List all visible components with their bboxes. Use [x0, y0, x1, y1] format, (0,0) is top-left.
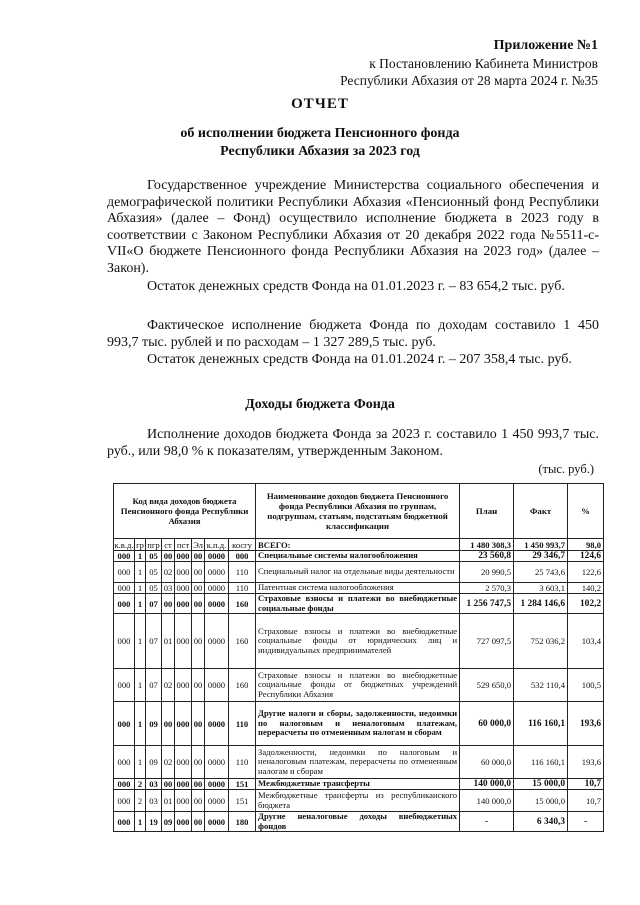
code-cell: 110	[229, 562, 256, 583]
code-cell: 1	[135, 583, 146, 594]
code-col-header: пст	[175, 539, 192, 551]
code-cell: 000	[114, 562, 135, 583]
code-cell: 09	[146, 702, 162, 746]
pct-cell: -	[568, 812, 604, 832]
fact-cell: 6 340,3	[514, 812, 568, 832]
code-cell: 0000	[205, 669, 229, 702]
code-cell: 000	[114, 702, 135, 746]
code-cell: 110	[229, 583, 256, 594]
table-row	[114, 594, 604, 614]
code-col-header: пгр	[147, 539, 160, 550]
table-row	[114, 790, 604, 812]
pct-cell: 193,6	[568, 702, 604, 746]
code-col-header: гр	[136, 539, 144, 550]
code-group-header: Код вида доходов бюджета Пенсионного фонда Республики Абхазия	[114, 484, 256, 539]
fact-cell: 25 743,6	[514, 562, 568, 583]
code-cell: 00	[192, 551, 205, 562]
code-cell: 00	[162, 779, 175, 790]
code-cell: 180	[229, 812, 256, 832]
pct-cell: 103,4	[568, 614, 604, 669]
paragraph-intro-text: Государственное учреждение Министерства социального обеспечения и демографической политики Республики Абхазия «Пенсионный фонд Республики Абхазия» (далее – Фонд) осуществило исполнение бюджета в 2023 году в соответствии с Законом Республики Абхазия от 20 декабря 2022 года №5511-с-VII«О бюджете Пенсионного фонда Республики Абхазия на 2023 год» (далее – Закон).	[107, 178, 599, 276]
code-cell: 000	[114, 812, 135, 832]
income-text	[107, 427, 599, 460]
code-cell: 1	[135, 562, 146, 583]
code-cell: 151	[229, 790, 256, 812]
income-name-cell: Задолженности, недоимки по налоговым и неналоговым платежам, перерасчеты по отмененным налогам и сборам	[256, 746, 460, 779]
income-name-cell: Страховые взносы и платежи во внебюджетные социальные фонды от бюджетных учреждений Республики Абхазия	[256, 669, 460, 702]
code-cell: 000	[114, 669, 135, 702]
table-row	[114, 583, 604, 594]
plan-cell: 1 256 747,5	[460, 594, 514, 614]
paragraph-execution-text: Фактическое исполнение бюджета Фонда по доходам составило 1 450 993,7 тыс. рублей и по расходам – 1 327 289,5 тыс. руб.	[107, 318, 599, 350]
code-cell: 01	[162, 790, 175, 812]
pct-cell: 10,7	[568, 790, 604, 812]
plan-cell: 140 000,0	[460, 779, 514, 790]
pct-cell: 122,6	[568, 562, 604, 583]
code-cell: 05	[146, 583, 162, 594]
plan-cell: 140 000,0	[460, 790, 514, 812]
code-cell: 000	[114, 790, 135, 812]
code-cell: 1	[135, 812, 146, 832]
income-table	[113, 483, 604, 832]
code-cell: 000	[175, 551, 192, 562]
income-name-cell: Страховые взносы и платежи во внебюджетные социальные фонды	[256, 594, 460, 614]
income-name-cell: Межбюджетные трансферты из республиканского бюджета	[256, 790, 460, 812]
code-cell: 03	[146, 790, 162, 812]
code-cell: 000	[114, 614, 135, 669]
code-cell: 07	[146, 614, 162, 669]
code-cell: 160	[229, 614, 256, 669]
annex-title: Приложение №1	[493, 38, 598, 53]
code-cell: 110	[229, 702, 256, 746]
paragraph-balance-start	[107, 279, 599, 296]
code-cell: 000	[175, 812, 192, 832]
paragraph-execution	[107, 318, 599, 351]
code-cell: 09	[146, 746, 162, 779]
table-body	[114, 551, 604, 832]
code-cell: 00	[192, 779, 205, 790]
table-row	[114, 551, 604, 562]
code-cell: 00	[162, 551, 175, 562]
report-subtitle-2: Республики Абхазия за 2023 год	[220, 144, 420, 159]
code-cell: 000	[175, 562, 192, 583]
total-pct: 98,0	[568, 539, 604, 551]
income-name-cell: Другие неналоговые доходы внебюджетных фондов	[256, 812, 460, 832]
code-col-header: Эл	[193, 539, 203, 550]
code-cell: 1	[135, 669, 146, 702]
code-cell: 000	[114, 594, 135, 614]
table-row	[114, 614, 604, 669]
income-name-cell: Специальные системы налогообложения	[256, 551, 460, 562]
plan-cell: 2 570,3	[460, 583, 514, 594]
code-cell: 000	[114, 583, 135, 594]
code-cell: 000	[175, 669, 192, 702]
code-cell: 0000	[205, 551, 229, 562]
code-cell: 1	[135, 702, 146, 746]
fact-cell: 1 284 146,6	[514, 594, 568, 614]
code-cell: 02	[162, 669, 175, 702]
pct-cell: 124,6	[568, 551, 604, 562]
code-cell: 0000	[205, 614, 229, 669]
code-cell: 1	[135, 594, 146, 614]
table-header-row	[114, 484, 604, 539]
fact-cell: 532 110,4	[514, 669, 568, 702]
code-cell: 000	[175, 583, 192, 594]
code-cell: 1	[135, 551, 146, 562]
name-header: Наименование доходов бюджета Пенсионного фонда Республики Абхазия по группам, подгруппам, статьям, подстатьям бюджетной классификации	[256, 484, 460, 539]
code-cell: 1	[135, 614, 146, 669]
code-cell: 00	[192, 790, 205, 812]
table-total-row	[114, 539, 604, 551]
table-row	[114, 746, 604, 779]
code-cell: 160	[229, 669, 256, 702]
total-plan: 1 480 308,3	[460, 539, 514, 551]
table-row	[114, 812, 604, 832]
plan-cell: 727 097,5	[460, 614, 514, 669]
code-col-header: ст	[162, 539, 175, 551]
pct-cell: 140,2	[568, 583, 604, 594]
units-label: (тыс. руб.)	[538, 462, 594, 476]
income-heading: Доходы бюджета Фонда	[245, 397, 395, 412]
code-cell: 000	[175, 614, 192, 669]
plan-cell: 23 560,8	[460, 551, 514, 562]
code-cell: 01	[162, 614, 175, 669]
code-cell: 151	[229, 779, 256, 790]
fact-cell: 29 346,7	[514, 551, 568, 562]
code-cell: 00	[192, 594, 205, 614]
code-cell: 07	[146, 669, 162, 702]
code-cell: 00	[192, 702, 205, 746]
income-name-cell: Специальный налог на отдельные виды деятельности	[256, 562, 460, 583]
code-cell: 0000	[205, 779, 229, 790]
table-row	[114, 669, 604, 702]
code-cell: 2	[135, 790, 146, 812]
code-cell: 0000	[205, 746, 229, 779]
code-cell: 07	[146, 594, 162, 614]
code-cell: 000	[175, 746, 192, 779]
plan-cell: 20 990,5	[460, 562, 514, 583]
code-cell: 000	[175, 779, 192, 790]
code-cell: 02	[162, 562, 175, 583]
code-cell: 110	[229, 746, 256, 779]
code-cell: 05	[146, 551, 162, 562]
code-col-header: к.в.д.	[114, 539, 134, 550]
report-subtitle-1: об исполнении бюджета Пенсионного фонда	[180, 126, 460, 141]
fact-cell: 116 160,1	[514, 746, 568, 779]
code-cell: 160	[229, 594, 256, 614]
table-row	[114, 702, 604, 746]
fact-cell: 15 000,0	[514, 790, 568, 812]
income-name-cell: Межбюджетные трансферты	[256, 779, 460, 790]
pct-header: %	[568, 484, 604, 539]
pct-cell: 10,7	[568, 779, 604, 790]
pct-cell: 100,5	[568, 669, 604, 702]
code-cell: 00	[162, 594, 175, 614]
fact-cell: 116 160,1	[514, 702, 568, 746]
paragraph-balance-start-text: Остаток денежных средств Фонда на 01.01.2023 г. – 83 654,2 тыс. руб.	[147, 279, 565, 294]
code-cell: 0000	[205, 562, 229, 583]
fact-cell: 3 603,1	[514, 583, 568, 594]
income-text-content: Исполнение доходов бюджета Фонда за 2023 г. составило 1 450 993,7 тыс. руб., или 98,0 % к показателям, утвержденным Законом.	[107, 427, 599, 459]
income-name-cell: Страховые взносы и платежи во внебюджетные социальные фонды от юридических лиц и индивидуальных предпринимателей	[256, 614, 460, 669]
total-fact: 1 450 993,7	[514, 539, 568, 551]
fact-header: Факт	[514, 484, 568, 539]
paragraph-balance-end	[107, 352, 599, 369]
annex-line-2: Республики Абхазия от 28 марта 2024 г. №35	[340, 73, 598, 88]
code-cell: 0000	[205, 583, 229, 594]
paragraph-balance-end-text: Остаток денежных средств Фонда на 01.01.2024 г. – 207 358,4 тыс. руб.	[147, 352, 572, 367]
plan-cell: 529 650,0	[460, 669, 514, 702]
code-cell: 05	[146, 562, 162, 583]
code-col-header: к.п.д.	[205, 539, 229, 551]
code-cell: 00	[192, 746, 205, 779]
code-cell: 00	[192, 614, 205, 669]
total-label: ВСЕГО:	[256, 539, 460, 551]
code-cell: 000	[175, 594, 192, 614]
plan-cell: -	[460, 812, 514, 832]
annex-line-1: к Постановлению Кабинета Министров	[369, 56, 598, 71]
fact-cell: 15 000,0	[514, 779, 568, 790]
code-cell: 000	[114, 779, 135, 790]
plan-cell: 60 000,0	[460, 702, 514, 746]
code-cell: 2	[135, 779, 146, 790]
fact-cell: 752 036,2	[514, 614, 568, 669]
income-name-cell: Патентная система налогообложения	[256, 583, 460, 594]
pct-cell: 102,2	[568, 594, 604, 614]
code-cell: 1	[135, 746, 146, 779]
code-col-header: косгу	[229, 539, 256, 551]
plan-cell: 60 000,0	[460, 746, 514, 779]
code-cell: 0000	[205, 790, 229, 812]
pct-cell: 193,6	[568, 746, 604, 779]
code-cell: 000	[114, 551, 135, 562]
code-cell: 02	[162, 746, 175, 779]
code-cell: 00	[162, 702, 175, 746]
code-cell: 00	[192, 562, 205, 583]
table-row	[114, 562, 604, 583]
code-cell: 000	[114, 746, 135, 779]
code-cell: 09	[162, 812, 175, 832]
code-cell: 0000	[205, 702, 229, 746]
code-cell: 00	[192, 583, 205, 594]
code-cell: 03	[146, 779, 162, 790]
paragraph-intro	[107, 178, 599, 277]
plan-header: План	[460, 484, 514, 539]
code-cell: 03	[162, 583, 175, 594]
code-cell: 000	[175, 790, 192, 812]
table-row	[114, 779, 604, 790]
code-cell: 000	[229, 551, 256, 562]
code-cell: 0000	[205, 594, 229, 614]
code-cell: 00	[192, 812, 205, 832]
code-cell: 19	[146, 812, 162, 832]
code-cell: 000	[175, 702, 192, 746]
report-title: ОТЧЕТ	[291, 96, 349, 112]
code-cell: 0000	[205, 812, 229, 832]
income-name-cell: Другие налоги и сборы, задолженности, недоимки по налоговым и неналоговым платежам, перерасчеты по отмененным налогам и сборам	[256, 702, 460, 746]
code-cell: 00	[192, 669, 205, 702]
